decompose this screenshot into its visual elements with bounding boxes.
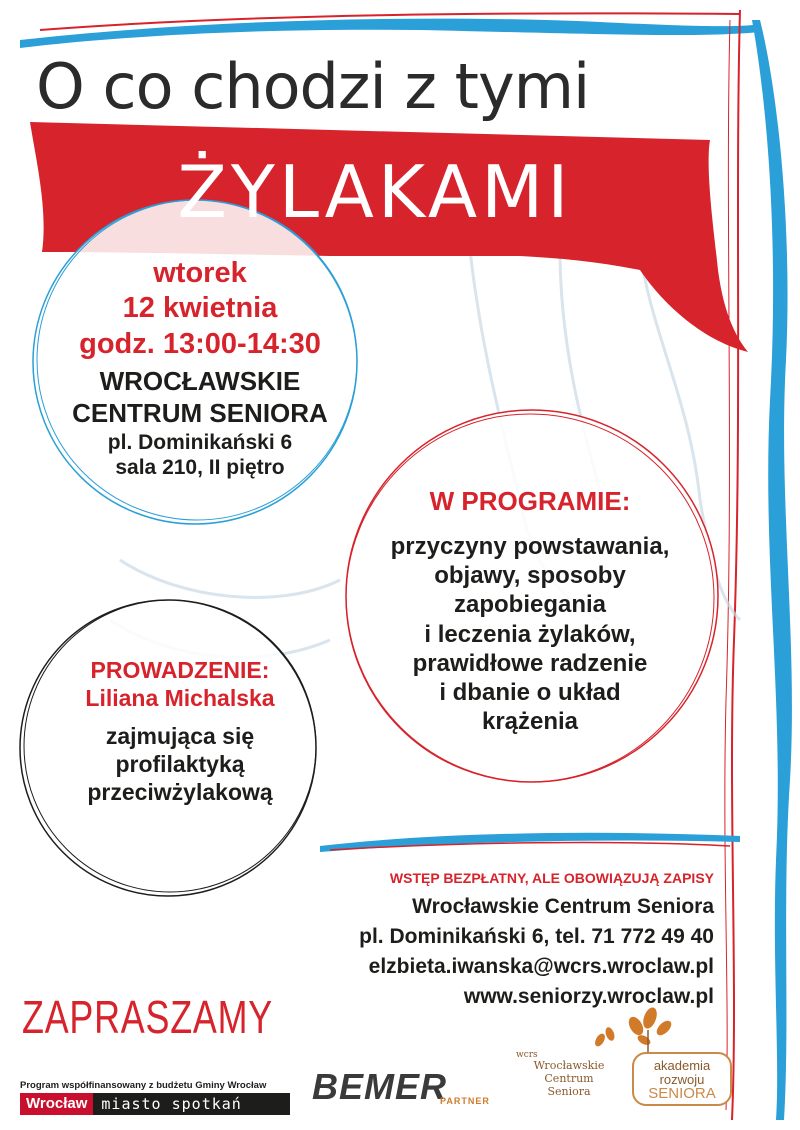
venue-line2: CENTRUM SENIORA: [72, 397, 328, 428]
program-heading: W PROGRAMIE:: [429, 486, 631, 516]
program-line: i leczenia żylaków,: [424, 620, 636, 648]
host-line: zajmująca się: [105, 723, 255, 750]
venue-address: pl. Dominikański 6: [107, 430, 293, 454]
wroclaw-logo: [20, 1093, 290, 1115]
venue-room: sala 210, II piętro: [115, 456, 285, 480]
contact-org: Wrocławskie Centrum Seniora: [412, 895, 714, 918]
host-line: profilaktyką: [115, 751, 245, 778]
invite-text: ZAPRASZAMY: [22, 991, 274, 1043]
event-details: [40, 256, 360, 481]
top-blue-swoosh: [20, 19, 760, 48]
host-details: [30, 656, 330, 806]
event-date: 12 kwietnia: [122, 292, 278, 325]
program-line: objawy, sposoby: [434, 561, 626, 589]
host-name: Liliana Michalska: [85, 685, 275, 712]
wcs-logo-line1: Wrocławskie: [533, 1059, 605, 1073]
contact-email[interactable]: elzbieta.iwanska@wcrs.wroclaw.pl: [368, 955, 714, 978]
program-line: prawidłowe radzenie: [412, 649, 648, 677]
program-details: [340, 486, 720, 737]
program-line: i dbanie o układ: [439, 679, 621, 707]
ars-logo-line1: akademia: [653, 1058, 711, 1073]
ars-logo-line2: rozwoju: [659, 1071, 705, 1087]
title-line: O co chodzi z tymi: [36, 50, 590, 123]
bemer-logo: BEMER: [312, 1066, 448, 1107]
right-blue-swoosh: [752, 20, 792, 1120]
ars-logo: [632, 1052, 732, 1106]
bemer-partner-label: PARTNER: [440, 1096, 490, 1106]
admission-notice: WSTĘP BEZPŁATNY, ALE OBOWIĄZUJĄ ZAPISY: [389, 870, 714, 886]
program-line: zapobiegania: [453, 591, 607, 619]
event-day: wtorek: [153, 257, 247, 289]
event-time: godz. 13:00-14:30: [79, 327, 321, 360]
contact-website[interactable]: www.seniorzy.wroclaw.pl: [463, 985, 714, 1008]
oak-leaves-icon: [626, 1006, 674, 1052]
program-note: Program współfinansowany z budżetu Gminy Wrocław: [20, 1080, 267, 1091]
wroclaw-slogan: miasto spotkań: [93, 1093, 290, 1115]
wcs-logo-line3: Seniora: [547, 1084, 591, 1098]
right-red-line-2: [725, 20, 730, 1110]
wcs-logo-small: wcrs: [516, 1050, 538, 1060]
program-line: krążenia: [481, 708, 579, 736]
right-red-line: [732, 10, 740, 1120]
host-heading: PROWADZENIE:: [90, 657, 270, 683]
wcs-logo: [516, 1050, 622, 1098]
host-line: przeciwżylakową: [87, 779, 273, 806]
ars-logo-line3: SENIORA: [648, 1085, 716, 1103]
wroclaw-logo-text: Wrocław: [20, 1093, 93, 1115]
contact-address-phone: pl. Dominikański 6, tel. 71 772 49 40: [359, 925, 714, 948]
venue-line1: WROCŁAWSKIE: [99, 366, 301, 397]
program-line: przyczyny powstawania,: [390, 532, 670, 560]
title-banner-text: ŻYLAKAMI: [177, 150, 573, 234]
wcs-leaves-icon: [593, 1026, 616, 1048]
wcs-logo-line2: Centrum: [544, 1071, 594, 1085]
